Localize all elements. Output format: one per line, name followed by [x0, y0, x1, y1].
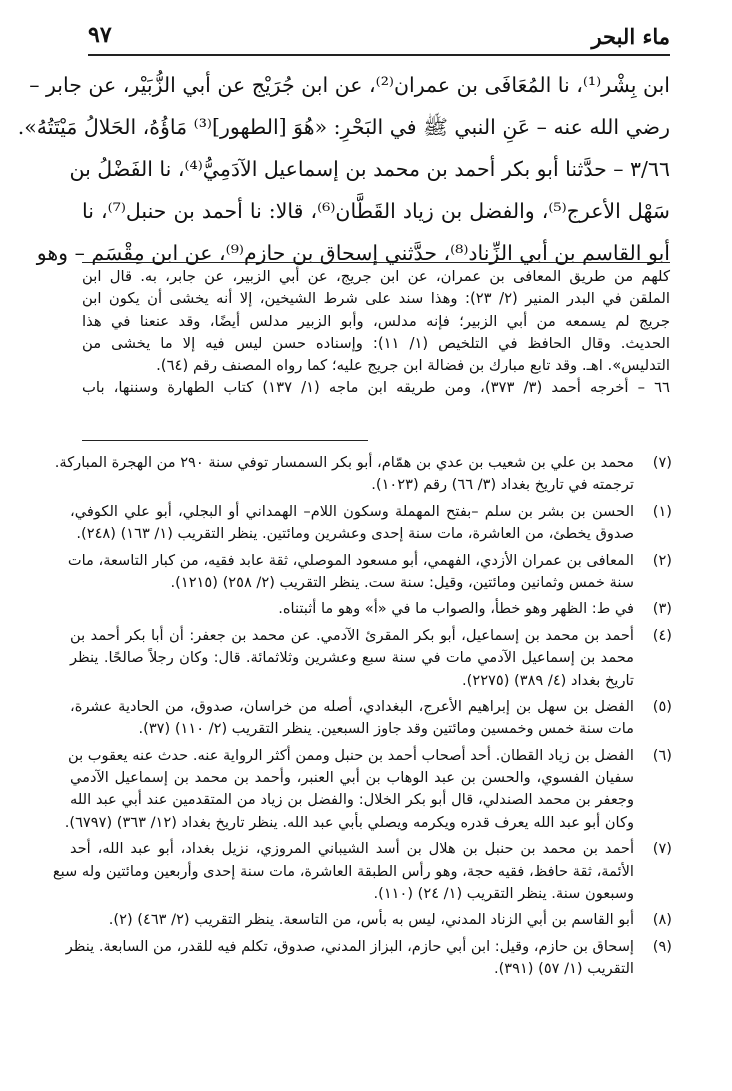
- footnote-line: أحمد بن محمد بن إسماعيل، أبو بكر المقرئ الآدمي. عن محمد بن جعفر: أن أبا بكر أحمد بن: [70, 626, 634, 644]
- footnote-separator: [82, 440, 368, 441]
- footnote: [70, 909, 672, 931]
- footnote-marker: (٥): [652, 697, 672, 715]
- footnote-line: محمد بن علي بن شعيب بن عدي بن همّام، أبو بكر السمسار توفي سنة ٢٩٠ من الهجرة المباركة.: [54, 454, 634, 471]
- main-line: ٣/٦٦ – حدَّثنا أبو بكر أحمد بن محمد بن إسماعيل الآدَمِيُّ⁽⁴⁾، نا الفَضْلُ بن: [69, 157, 670, 181]
- footnote-marker: (١): [652, 502, 672, 520]
- takhrij-line: ٦٦ – أخرجه أحمد (٣/ ٣٧٣)، ومن طريقه ابن ماجه (١/ ١٣٧) كتاب الطهارة وسننها، باب: [82, 379, 670, 397]
- takhrij-text: [82, 266, 670, 400]
- footnote-line: مات سنة خمس وخمسين ومائتين وقد جاوز السبعين. ينظر التقريب (٢/ ١١٠) (٣٧).: [138, 720, 634, 738]
- footnote-line: أحمد بن محمد بن حنبل بن هلال بن أسد الشيباني المروزي، نزيل بغداد، أبو عبد الله، أحد: [70, 840, 634, 858]
- footnote-line: التقريب (١/ ٥٧) (٣٩١).: [493, 960, 634, 978]
- takhrij-line: التدليس». اهـ. وقد تابع مبارك بن فضالة ابن جريج عليه؛ كما رواه المصنف رقم (٦٤).: [156, 357, 670, 375]
- main-line: أبو القاسم بن أبي الزِّناد⁽⁸⁾، حدَّثني إسحاق بن حازم⁽⁹⁾، عن ابن مِقْسَم – وهو: [36, 241, 670, 265]
- takhrij-line: الحديث. وقال الحافظ في التلخيص (١/ ١١): وإسناده حسن ليس فيه إلا ما يخشى من: [82, 334, 670, 352]
- footnote-line: ترجمته في تاريخ بغداد (٣/ ٦٦) رقم (١٠٢٣).: [371, 476, 634, 494]
- main-line: رضي الله عنه – عَنِ النبي ﷺ في البَحْرِ: «هُوَ [الطهور]⁽³⁾ مَاؤُهُ، الحَلالُ مَيْتَتُهُ».: [17, 115, 670, 139]
- footnote-line: الفضل بن زياد القطان. أحد أصحاب أحمد بن حنبل وممن أكثر الرواية عنه. حدث عنه يعقوب بن: [68, 746, 634, 764]
- footnote: [67, 550, 672, 595]
- footnote-line: الحسن بن بشر بن سلم –بفتح المهملة وسكون اللام– الهمداني أو البجلي، أبو علي الكوفي،: [70, 502, 634, 520]
- footnote-line: وسبعون سنة. ينظر التقريب (١/ ٢٤) (١١٠).: [373, 885, 634, 903]
- footnote: [70, 501, 672, 546]
- header-rule: [88, 54, 670, 56]
- footnote-line: وجعفر بن محمد الصندلي، قال أبو بكر الخلال: والفضل بن زياد من المتقدمين عند أبي عبد الله: [70, 791, 634, 809]
- footnote-marker: (٤): [652, 626, 672, 644]
- footnote-line: المعافى بن عمران الأزدي، الفهمي، أبو مسعود الموصلي، ثقة عابد فقيه، من كبار التاسعة، مات: [67, 551, 634, 569]
- main-text: [17, 64, 670, 274]
- takhrij-rule: [82, 262, 670, 263]
- footnote-marker: (٩): [652, 937, 672, 955]
- footnote-line: الفضل بن سهل بن إبراهيم الأعرج، البغدادي، أصله من خراسان، صدوق، من الحادية عشرة،: [70, 697, 634, 715]
- footnote-marker: (٦): [652, 746, 672, 764]
- footnote-marker: (٨): [652, 911, 672, 929]
- chapter-title: ماء البحر: [591, 24, 670, 49]
- page-number: ٩٧: [88, 22, 112, 48]
- footnote-line: أبو القاسم بن أبي الزناد المدني، ليس به بأس، من التاسعة. ينظر التقريب (٢/ ٤٦٣) (٢).: [108, 911, 634, 929]
- footnote-line: إسحاق بن حازم، وقيل: ابن أبي حازم، البزاز المدني، صدوق، تكلم فيه للقدر، من السابعة. ينظر: [65, 937, 634, 955]
- footnote-line: في ط: الظهر وهو خطأ، والصواب ما في «أ» وهو ما أثبتناه.: [278, 600, 634, 618]
- footnote-line: تاريخ بغداد (٤/ ٣٨٩) (٢٢٧٥).: [462, 671, 634, 689]
- footnote: [65, 936, 672, 981]
- footnote-marker: (٧): [652, 454, 672, 471]
- takhrij-line: جريج لم يسمعه من أبي الزبير؛ فإنه مدلس، وأبو الزبير مدلس أيضًا، وقد عنعنا في هذا: [82, 312, 670, 330]
- footnote-line: سفيان الفسوي، والحسن بن عبد الوهاب بن أبي العنبر، وأحمد بن محمد بن إسماعيل الآدمي: [70, 769, 634, 787]
- footnote: [52, 838, 672, 905]
- footnote-line: سنة خمس وثمانين ومائتين، وقيل: سنة ست. ينظر التقريب (٢/ ٢٥٨) (١٢١٥).: [170, 573, 634, 591]
- footnote-marker: (٢): [652, 551, 672, 569]
- footnote: [70, 625, 672, 692]
- footnote-line: وكان أبو عبد الله يعرف قدره ويكرمه ويصلي بأبي عبد الله. ينظر تاريخ بغداد (١٢/ ٣٦٣) (٦٧٩٧).: [64, 813, 634, 831]
- footnote-line: محمد بن إسماعيل الآدمي مات في سنة سبع وعشرين وثلاثمائة. قال: وكان رجلاً صالحًا. ينظر: [70, 649, 634, 667]
- takhrij-line: الملقن في البدر المنير (٢/ ٢٣): وهذا سند على شرط الشيخين، إلا أنه يخشى أن يكون ابن: [82, 290, 670, 308]
- takhrij-line: كلهم من طريق المعافى بن عمران، عن ابن جريج، عن أبي الزبير، عن جابر، به. قال ابن: [82, 268, 670, 285]
- footnote-line: الأئمة، ثقة حافظ، فقيه حجة، وهو رأس الطبقة العاشرة، مات سنة إحدى وأربعين ومائتين وله سبع: [52, 862, 634, 880]
- footnotes: [52, 452, 672, 985]
- main-line: ابن بِشْر⁽¹⁾، نا المُعَافَى بن عمران⁽²⁾، عن ابن جُرَيْج عن أبي الزُّبَيْر، عن جابر –: [29, 73, 670, 97]
- footnote-marker: (٧): [652, 840, 672, 858]
- footnote: [54, 452, 672, 497]
- footnote: [70, 696, 672, 741]
- main-line: سَهْل الأعرج⁽⁵⁾، والفضل بن زياد القَطَّان⁽⁶⁾، قالا: نا أحمد بن حنبل⁽⁷⁾، نا: [82, 199, 670, 223]
- running-header: [88, 20, 670, 50]
- footnote-marker: (٣): [652, 600, 672, 618]
- footnote: [70, 598, 672, 620]
- footnote-line: صدوق يخطئ، من العاشرة، مات سنة إحدى وعشرين ومائتين. ينظر التقريب (١/ ١٦٣) (٢٤٨).: [76, 525, 634, 543]
- footnote: [64, 745, 672, 835]
